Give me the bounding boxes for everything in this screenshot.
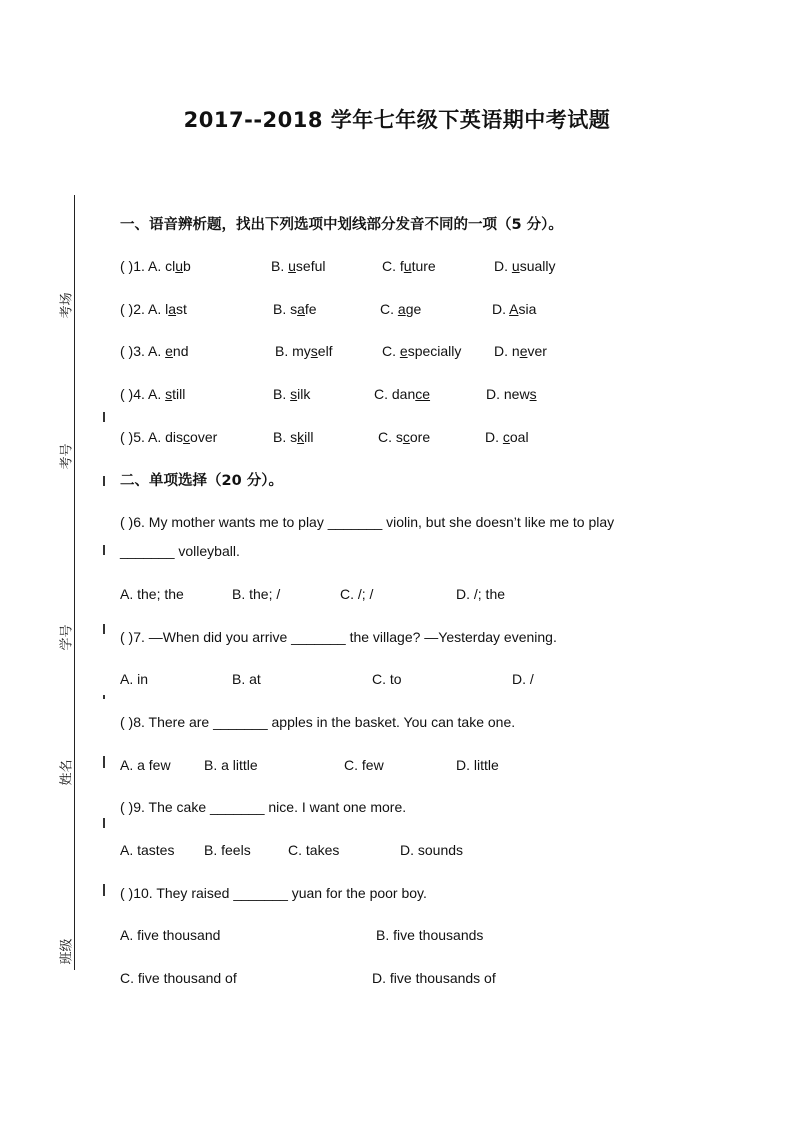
question-number: ( )3. A. end <box>120 343 189 359</box>
q10-option-c: C. five thousand of <box>120 970 237 986</box>
option-b: B. safe <box>273 301 317 317</box>
q8-option-c: C. few <box>344 757 384 773</box>
q6-option-c: C. /; / <box>340 586 374 602</box>
q9-option-a: A. tastes <box>120 842 175 858</box>
option-c: C. especially <box>382 343 462 359</box>
section-1-heading: 一、语音辨析题，找出下列选项中划线部分发音不同的一项（5 分）。 <box>120 217 563 233</box>
cut-mark <box>103 476 105 486</box>
option-c: C. dance <box>374 386 431 402</box>
q9-option-c: C. takes <box>288 842 340 858</box>
question-9-stem: ( )9. The cake _______ nice. I want one more. <box>120 799 407 815</box>
option-c: C. future <box>382 258 436 274</box>
q8-option-b: B. a little <box>204 757 258 773</box>
question-number: ( )4. A. still <box>120 386 186 402</box>
question-number: ( )5. A. discover <box>120 429 218 445</box>
q7-option-d: D. / <box>512 671 534 687</box>
q8-option-a: A. a few <box>120 757 171 773</box>
cut-mark <box>103 884 105 896</box>
q10-option-a: A. five thousand <box>120 927 221 943</box>
cut-mark <box>103 695 105 699</box>
option-c: C. score <box>378 429 431 445</box>
cut-mark <box>103 624 105 634</box>
margin-label-class: 班级 <box>59 938 75 965</box>
q10-option-b: B. five thousands <box>376 927 484 943</box>
question-10-stem: ( )10. They raised _______ yuan for the poor boy. <box>120 885 427 901</box>
question-8-stem: ( )8. There are _______ apples in the basket. You can take one. <box>120 714 516 730</box>
cut-mark <box>103 412 105 422</box>
section-2-heading: 二、单项选择（20 分）。 <box>120 473 283 489</box>
margin-label-student-number: 学号 <box>59 624 75 651</box>
q6-option-b: B. the; / <box>232 586 281 602</box>
q9-option-b: B. feels <box>204 842 251 858</box>
option-d: D. news <box>486 386 537 402</box>
option-d: D. never <box>494 343 547 359</box>
option-c: C. age <box>380 301 422 317</box>
q6-option-a: A. the; the <box>120 586 184 602</box>
cut-mark <box>103 545 105 555</box>
option-d: D. coal <box>485 429 529 445</box>
question-number: ( )2. A. last <box>120 301 187 317</box>
margin-label-exam-number: 考号 <box>59 443 75 470</box>
option-d: D. Asia <box>492 301 537 317</box>
option-b: B. skill <box>273 429 314 445</box>
question-7-stem: ( )7. —When did you arrive _______ the village? —Yesterday evening. <box>120 629 557 645</box>
q7-option-b: B. at <box>232 671 261 687</box>
cut-mark <box>103 818 105 828</box>
option-b: B. silk <box>273 386 311 402</box>
q6-option-d: D. /; the <box>456 586 506 602</box>
q10-option-d: D. five thousands of <box>372 970 496 986</box>
question-number: ( )1. A. club <box>120 258 191 274</box>
margin-label-name: 姓名 <box>59 759 75 786</box>
question-6-stem: ( )6. My mother wants me to play _______ violin, but she doesn’t like me to play <box>120 514 615 530</box>
margin-label-exam-room: 考场 <box>59 292 75 319</box>
option-d: D. usually <box>494 258 556 274</box>
option-b: B. myself <box>275 343 333 359</box>
option-b: B. useful <box>271 258 326 274</box>
cut-mark <box>103 756 105 768</box>
q7-option-a: A. in <box>120 671 149 687</box>
page-title: 2017--2018 学年七年级下英语期中考试题 <box>183 108 611 132</box>
q7-option-c: C. to <box>372 671 402 687</box>
q8-option-d: D. little <box>456 757 499 773</box>
q9-option-d: D. sounds <box>400 842 464 858</box>
question-6-stem-cont: _______ volleyball. <box>120 543 240 559</box>
